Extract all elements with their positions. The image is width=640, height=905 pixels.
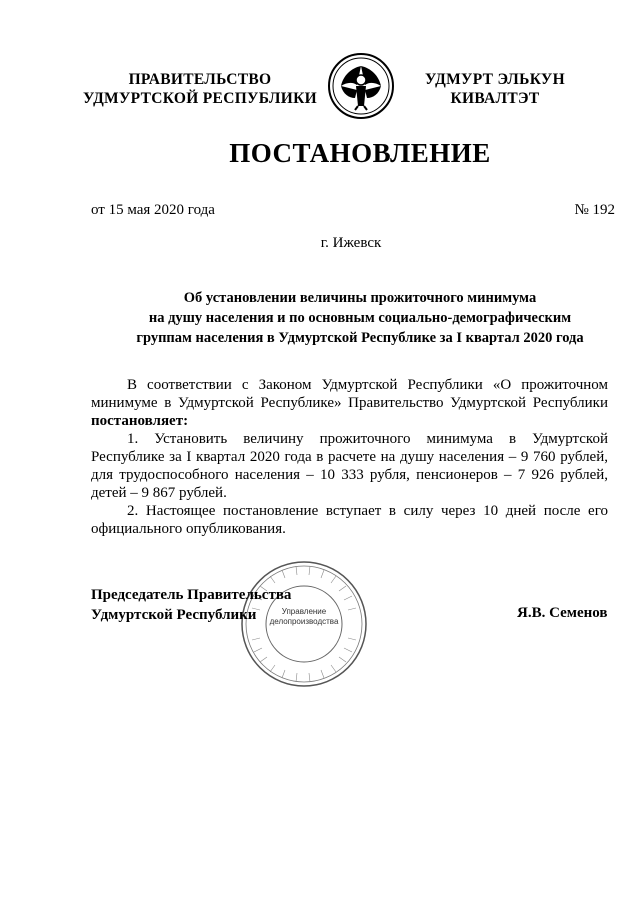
document-title: ПОСТАНОВЛЕНИЕ [229, 138, 491, 168]
subject-line3: группам населения в Удмуртской Республике за I квартал 2020 года [136, 330, 584, 346]
header-left-authority [80, 70, 320, 108]
body-decree-colon: : [183, 413, 189, 429]
body-intro-text: В соответствии с Законом Удмуртской Республики «О прожиточном минимуме в Удмуртской Республике» Правительство Удмуртской Республики [91, 377, 608, 411]
body-intro-paragraph [91, 376, 608, 430]
signatory-title-line1: Председатель Правительства [91, 587, 292, 603]
subject-line2: на душу населения и по основным социально-демографическим [148, 310, 572, 326]
document-number: № 192 [574, 202, 615, 218]
stamp-line1: Управление [281, 607, 327, 616]
header-right-authority [405, 70, 585, 108]
body-decree-word: постановляет [91, 413, 184, 429]
header-left-line2: УДМУРТСКОЙ РЕСПУБЛИКИ [82, 90, 317, 107]
document-subject [100, 288, 620, 348]
signatory-name: Я.В. Семенов [517, 605, 608, 621]
body-item-2: 2. Настоящее постановление вступает в силу через 10 дней после его официального опубликования. [91, 503, 608, 537]
header-left-line1: ПРАВИТЕЛЬСТВО [128, 71, 272, 88]
document-date: от 15 мая 2020 года [91, 202, 215, 218]
stamp-line2: делопроизводства [269, 617, 339, 626]
signatory-title-line2: Удмуртской Республики [91, 607, 257, 623]
body-item-1: 1. Установить величину прожиточного минимума в Удмуртской Республике за I квартал 2020 года в расчете на душу населения – 9 760 рублей, для трудоспособного населения – 10 333 рубля, пенсионеров – 7 926 рублей, детей – 9 867 рублей. [91, 431, 608, 501]
header-right-line1: УДМУРТ ЭЛЬКУН [425, 71, 565, 88]
udmurt-coat-of-arms-icon [327, 52, 395, 120]
document-body [91, 376, 608, 538]
signatory-title [91, 585, 291, 625]
document-city: г. Ижевск [320, 235, 382, 251]
header-right-line2: КИВАЛТЭТ [450, 90, 540, 107]
subject-line1: Об установлении величины прожиточного минимума [183, 290, 537, 306]
